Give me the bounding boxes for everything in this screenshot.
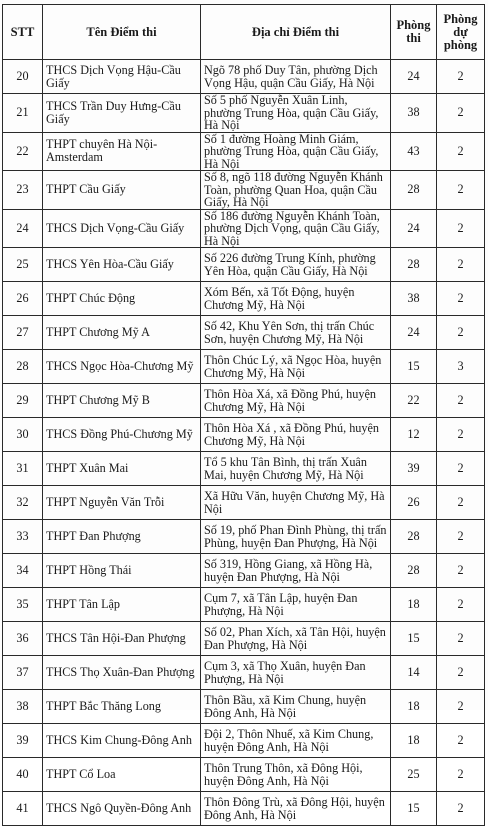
row-stt-cell: 23 [3, 171, 43, 210]
table-row [3, 792, 485, 826]
row-stt-cell: 26 [3, 282, 43, 316]
row-site-name-cell: THCS Dịch Vọng-Cầu Giấy [43, 209, 201, 248]
row-site-name-cell: THPT Cổ Loa [43, 758, 201, 792]
row-exam-rooms-cell: 38 [391, 282, 437, 316]
table-row [3, 588, 485, 622]
header-stt: STT [3, 5, 43, 60]
table-row [3, 486, 485, 520]
row-exam-rooms-cell: 15 [391, 350, 437, 384]
header-site-name: Tên Điểm thi [43, 5, 201, 60]
table-row [3, 690, 485, 724]
row-reserve-rooms-cell: 2 [437, 758, 485, 792]
row-stt-cell: 20 [3, 60, 43, 94]
row-site-name-cell: THCS Kim Chung-Đông Anh [43, 724, 201, 758]
row-site-address-cell: Đội 2, Thôn Nhuế, xã Kim Chung, huyện Đông Anh, Hà Nội [201, 724, 391, 758]
row-site-name-cell: THPT Chương Mỹ A [43, 316, 201, 350]
row-reserve-rooms-cell: 2 [437, 486, 485, 520]
row-site-address-cell: Ngõ 78 phố Duy Tân, phường Dịch Vọng Hậu, quận Cầu Giấy, Hà Nội [201, 60, 391, 94]
header-exam-rooms: Phòng thi [391, 5, 437, 60]
row-reserve-rooms-cell: 2 [437, 418, 485, 452]
table-row [3, 171, 485, 210]
row-reserve-rooms-cell: 2 [437, 94, 485, 133]
row-site-name-cell: THPT Chúc Động [43, 282, 201, 316]
row-exam-rooms-cell: 18 [391, 724, 437, 758]
row-stt-cell: 33 [3, 520, 43, 554]
header-site-address: Địa chỉ Điểm thi [201, 5, 391, 60]
row-reserve-rooms-cell: 2 [437, 209, 485, 248]
row-reserve-rooms-cell: 2 [437, 724, 485, 758]
table-header-row [3, 5, 485, 60]
table-row [3, 622, 485, 656]
row-stt-cell: 31 [3, 452, 43, 486]
table-row [3, 282, 485, 316]
row-site-name-cell: THPT Đan Phượng [43, 520, 201, 554]
row-site-address-cell: Thôn Trung Thôn, xã Đông Hội, huyện Đông Anh, Hà Nội [201, 758, 391, 792]
row-exam-rooms-cell: 15 [391, 792, 437, 826]
row-exam-rooms-cell: 22 [391, 384, 437, 418]
table-row [3, 656, 485, 690]
table-row [3, 384, 485, 418]
row-exam-rooms-cell: 24 [391, 316, 437, 350]
table-row [3, 452, 485, 486]
row-reserve-rooms-cell: 2 [437, 554, 485, 588]
row-site-address-cell: Xóm Bến, xã Tốt Động, huyện Chương Mỹ, Hà Nội [201, 282, 391, 316]
row-stt-cell: 25 [3, 248, 43, 282]
row-reserve-rooms-cell: 2 [437, 132, 485, 171]
row-site-address-cell: Thôn Đông Trù, xã Đông Hội, huyện Đông Anh, Hà Nội [201, 792, 391, 826]
row-reserve-rooms-cell: 2 [437, 452, 485, 486]
row-site-name-cell: THPT Xuân Mai [43, 452, 201, 486]
row-exam-rooms-cell: 43 [391, 132, 437, 171]
row-site-address-cell: Thôn Bầu, xã Kim Chung, huyện Đông Anh, Hà Nội [201, 690, 391, 724]
table-row [3, 60, 485, 94]
row-site-address-cell: Số 186 đường Nguyễn Khánh Toàn, phường Dịch Vọng, quận Cầu Giấy, Hà Nội [201, 209, 391, 248]
row-reserve-rooms-cell: 2 [437, 656, 485, 690]
row-site-name-cell: THCS Yên Hòa-Cầu Giấy [43, 248, 201, 282]
row-site-address-cell: Thôn Hòa Xá , xã Đồng Phú, huyện Chương Mỹ, Hà Nội [201, 418, 391, 452]
row-exam-rooms-cell: 38 [391, 94, 437, 133]
row-reserve-rooms-cell: 2 [437, 622, 485, 656]
row-reserve-rooms-cell: 2 [437, 282, 485, 316]
row-stt-cell: 30 [3, 418, 43, 452]
row-reserve-rooms-cell: 2 [437, 588, 485, 622]
row-exam-rooms-cell: 28 [391, 520, 437, 554]
table-row [3, 248, 485, 282]
row-stt-cell: 32 [3, 486, 43, 520]
row-site-name-cell: THCS Ngô Quyền-Đông Anh [43, 792, 201, 826]
row-site-name-cell: THCS Tân Hội-Đan Phượng [43, 622, 201, 656]
row-exam-rooms-cell: 12 [391, 418, 437, 452]
row-exam-rooms-cell: 28 [391, 171, 437, 210]
row-reserve-rooms-cell: 2 [437, 171, 485, 210]
header-reserve-rooms: Phòng dự phòng [437, 5, 485, 60]
row-site-name-cell: THPT Nguyễn Văn Trỗi [43, 486, 201, 520]
row-site-name-cell: THPT chuyên Hà Nội-Amsterdam [43, 132, 201, 171]
row-site-address-cell: Số 42, Khu Yên Sơn, thị trấn Chúc Sơn, huyện Chương Mỹ, Hà Nội [201, 316, 391, 350]
row-stt-cell: 39 [3, 724, 43, 758]
row-stt-cell: 41 [3, 792, 43, 826]
row-exam-rooms-cell: 15 [391, 622, 437, 656]
row-site-address-cell: Xã Hữu Văn, huyện Chương Mỹ, Hà Nội [201, 486, 391, 520]
row-exam-rooms-cell: 18 [391, 690, 437, 724]
row-exam-rooms-cell: 26 [391, 486, 437, 520]
row-stt-cell: 35 [3, 588, 43, 622]
row-reserve-rooms-cell: 2 [437, 316, 485, 350]
row-site-address-cell: Số 19, phố Phan Đình Phùng, thị trấn Phùng, huyện Đan Phượng, Hà Nội [201, 520, 391, 554]
row-site-name-cell: THCS Đồng Phú-Chương Mỹ [43, 418, 201, 452]
row-stt-cell: 29 [3, 384, 43, 418]
table-row [3, 418, 485, 452]
row-stt-cell: 37 [3, 656, 43, 690]
table-row [3, 758, 485, 792]
row-stt-cell: 24 [3, 209, 43, 248]
row-site-name-cell: THCS Ngọc Hòa-Chương Mỹ [43, 350, 201, 384]
row-site-address-cell: Số 1 đường Hoàng Minh Giám, phường Trung Hòa, quận Cầu Giấy, Hà Nội [201, 132, 391, 171]
row-exam-rooms-cell: 14 [391, 656, 437, 690]
row-exam-rooms-cell: 39 [391, 452, 437, 486]
row-stt-cell: 22 [3, 132, 43, 171]
row-exam-rooms-cell: 28 [391, 554, 437, 588]
table-row [3, 554, 485, 588]
row-site-address-cell: Thôn Hòa Xá, xã Đồng Phú, huyện Chương Mỹ, Hà Nội [201, 384, 391, 418]
row-site-address-cell: Tổ 5 khu Tân Bình, thị trấn Xuân Mai, huyện Chương Mỹ, Hà Nội [201, 452, 391, 486]
row-site-name-cell: THCS Dịch Vọng Hậu-Cầu Giấy [43, 60, 201, 94]
row-stt-cell: 34 [3, 554, 43, 588]
exam-sites-table [2, 4, 485, 826]
row-exam-rooms-cell: 25 [391, 758, 437, 792]
row-site-name-cell: THPT Bắc Thăng Long [43, 690, 201, 724]
row-site-address-cell: Số 02, Phan Xích, xã Tân Hội, huyện Đan Phượng, Hà Nội [201, 622, 391, 656]
row-site-name-cell: THPT Chương Mỹ B [43, 384, 201, 418]
row-stt-cell: 36 [3, 622, 43, 656]
table-row [3, 209, 485, 248]
row-exam-rooms-cell: 24 [391, 209, 437, 248]
row-exam-rooms-cell: 18 [391, 588, 437, 622]
row-site-address-cell: Số 319, Hồng Giang, xã Hồng Hà, huyện Đan Phượng, Hà Nội [201, 554, 391, 588]
row-site-name-cell: THPT Hồng Thái [43, 554, 201, 588]
row-site-address-cell: Số 226 đường Trung Kính, phường Yên Hòa, quận Cầu Giấy, Hà Nội [201, 248, 391, 282]
table-row [3, 350, 485, 384]
row-site-address-cell: Số 8, ngõ 118 đường Nguyễn Khánh Toàn, phường Quan Hoa, quận Cầu Giấy, Hà Nội [201, 171, 391, 210]
row-site-name-cell: THCS Trần Duy Hưng-Cầu Giấy [43, 94, 201, 133]
table-row [3, 724, 485, 758]
table-row [3, 94, 485, 133]
row-stt-cell: 21 [3, 94, 43, 133]
row-stt-cell: 27 [3, 316, 43, 350]
table-row [3, 132, 485, 171]
row-stt-cell: 38 [3, 690, 43, 724]
row-reserve-rooms-cell: 2 [437, 60, 485, 94]
table-row [3, 316, 485, 350]
row-stt-cell: 28 [3, 350, 43, 384]
row-reserve-rooms-cell: 2 [437, 792, 485, 826]
table-row [3, 520, 485, 554]
row-reserve-rooms-cell: 3 [437, 350, 485, 384]
row-reserve-rooms-cell: 2 [437, 248, 485, 282]
row-site-address-cell: Cụm 7, xã Tân Lập, huyện Đan Phượng, Hà Nội [201, 588, 391, 622]
row-reserve-rooms-cell: 2 [437, 690, 485, 724]
row-reserve-rooms-cell: 2 [437, 520, 485, 554]
row-site-address-cell: Cụm 3, xã Thọ Xuân, huyện Đan Phượng, Hà Nội [201, 656, 391, 690]
row-site-name-cell: THPT Tân Lập [43, 588, 201, 622]
row-stt-cell: 40 [3, 758, 43, 792]
row-site-name-cell: THCS Thọ Xuân-Đan Phượng [43, 656, 201, 690]
row-reserve-rooms-cell: 2 [437, 384, 485, 418]
row-exam-rooms-cell: 28 [391, 248, 437, 282]
row-exam-rooms-cell: 24 [391, 60, 437, 94]
table-body [3, 60, 485, 826]
row-site-address-cell: Số 5 phố Nguyễn Xuân Linh, phường Trung Hòa, quận Cầu Giấy, Hà Nội [201, 94, 391, 133]
row-site-address-cell: Thôn Chúc Lý, xã Ngọc Hòa, huyện Chương Mỹ, Hà Nội [201, 350, 391, 384]
row-site-name-cell: THPT Cầu Giấy [43, 171, 201, 210]
